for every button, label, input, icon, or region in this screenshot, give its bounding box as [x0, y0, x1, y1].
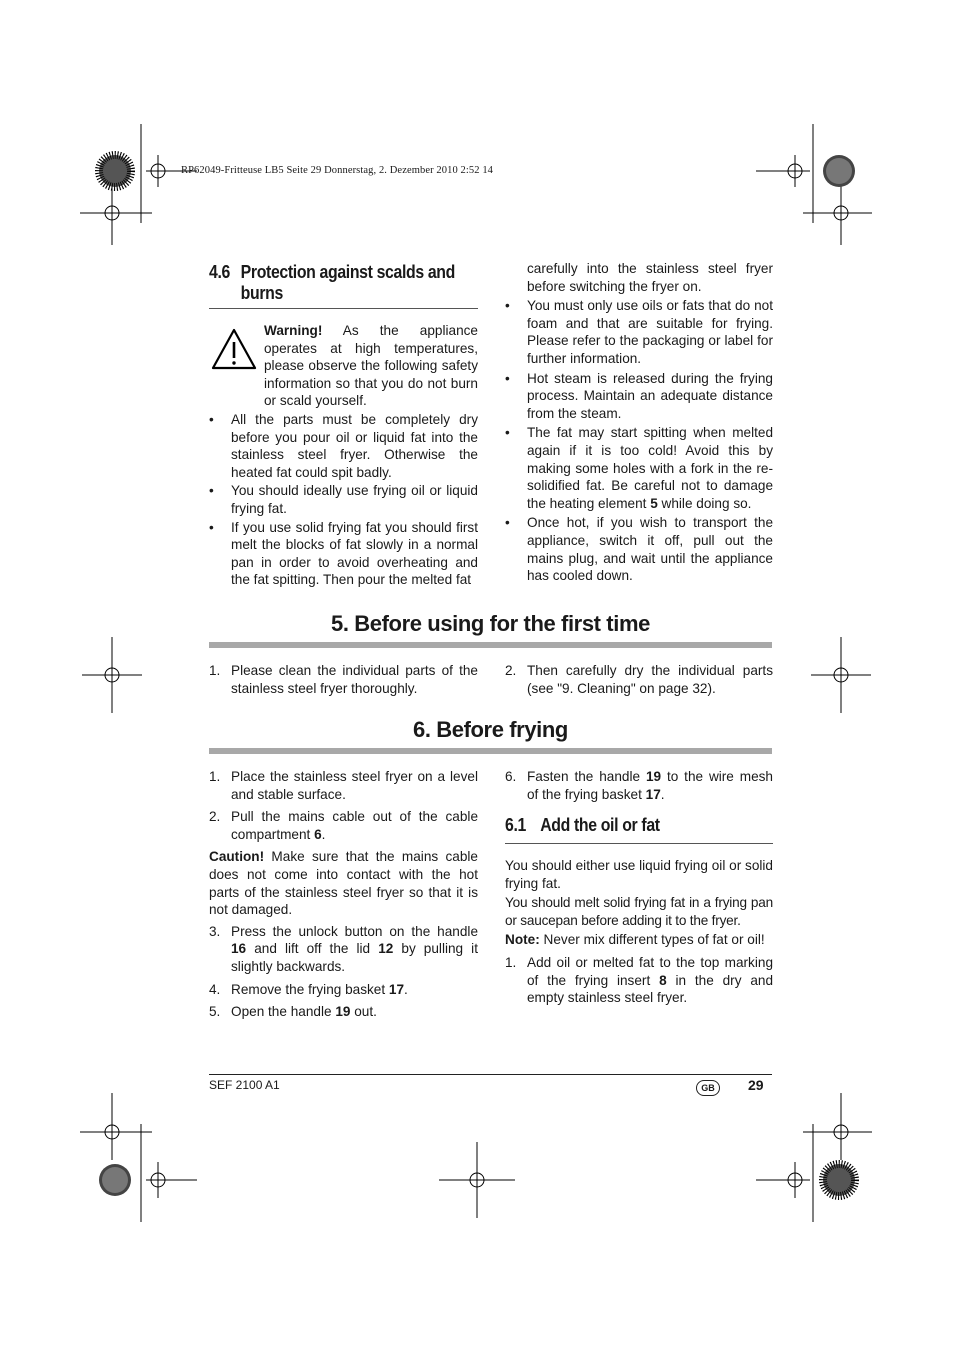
warning-triangle-icon — [211, 328, 257, 370]
section-6-right — [505, 768, 773, 803]
warning-text: As the appliance operates at high temperatures, please observe the following safety information so that you do not burn or scald yourself. — [264, 323, 478, 409]
section-6-1-rule — [505, 843, 773, 844]
section-5-title: 5. Before using for the first time — [331, 611, 650, 636]
section-4-6-left-column — [209, 262, 478, 304]
paragraph: You should melt solid frying fat in a frying pan or saucepan before adding it to the fryer. — [505, 895, 773, 928]
warning-block — [264, 322, 478, 410]
paragraph: You should either use liquid frying oil or solid frying fat. — [505, 858, 773, 891]
list-item: 1. Please clean the individual parts of the stainless steel fryer thoroughly. — [209, 663, 478, 696]
left-bullets — [209, 411, 478, 589]
list-item: 4. Remove the frying basket 17. — [209, 981, 408, 997]
heading-number: 4.6 — [209, 262, 230, 282]
section-6-1-heading: 6.1 Add the oil or fat — [505, 815, 660, 835]
list-item: • You must only use oils or fats that do not foam and that are suitable for frying. Please refer to the packaging or label for further information. — [505, 297, 773, 367]
caution-label: Caution! — [209, 849, 265, 865]
bullet-continuation: carefully into the stainless steel fryer before switching the fryer on. — [527, 261, 773, 294]
list-item: • Hot steam is released during the frying process. Maintain an adequate distance from the steam. — [505, 370, 773, 423]
section-5-bar — [209, 642, 772, 648]
list-item: 6. Fasten the handle 19 to the wire mesh of the frying basket 17. — [505, 769, 773, 802]
caution-paragraph: Caution! Make sure that the mains cable does not come into contact with the hot parts of the stainless steel fryer so that it is not damaged. — [209, 849, 478, 918]
list-item: 5. Open the handle 19 out. — [209, 1004, 377, 1020]
list-item: • All the parts must be completely dry before you pour oil or liquid fat into the stainless steel fryer. Otherwise the heated fat could spit badly. — [209, 411, 478, 481]
list-item: • You should ideally use frying oil or liquid frying fat. — [209, 482, 478, 517]
section-6-left — [209, 768, 478, 1021]
heading-line1: Protection against scalds and — [240, 262, 455, 282]
section-4-6-rule — [209, 308, 478, 309]
list-item: 3. Press the unlock button on the handle 16 and lift off the lid 12 by pulling it slightly backwards. — [209, 923, 478, 974]
note-label: Note: — [505, 932, 540, 948]
section-6-title: 6. Before frying — [413, 717, 568, 742]
list-item: • Once hot, if you wish to transport the appliance, switch it off, pull out the mains plug, and wait until the appliance has cooled down. — [505, 514, 773, 584]
section-6-1-body — [505, 857, 773, 1007]
page-number: 29 — [748, 1077, 764, 1093]
note-paragraph: Note: Never mix different types of fat or oil! — [505, 932, 765, 948]
list-item: 1. Place the stainless steel fryer on a level and stable surface. — [209, 769, 478, 802]
list-item: • If you use solid frying fat you should first melt the blocks of fat slowly in a normal pan in order to avoid overheating and the fat spitting. Then pour the melted fat — [209, 519, 478, 589]
heading-line2: burns — [240, 283, 283, 303]
section-5-left — [209, 662, 478, 697]
list-item: • The fat may start spitting when melted again if it is too cold! Avoid this by making some holes with a fork in the re-solidified fat. Be careful not to damage the heating element 5 while doing so. — [505, 424, 773, 512]
section-5-right — [505, 662, 773, 697]
language-badge: GB — [696, 1080, 720, 1096]
right-bullets — [505, 260, 773, 585]
list-item: 2. Then carefully dry the individual parts (see "9. Cleaning" on page 32). — [505, 663, 773, 696]
list-item: 1. Add oil or melted fat to the top marking of the frying insert 8 in the dry and empty stainless steel fryer. — [505, 954, 774, 1006]
print-slug: RP62049-Fritteuse LB5 Seite 29 Donnerstag, 2. Dezember 2010 2:52 14 — [181, 165, 494, 176]
footer-model: SEF 2100 A1 — [209, 1078, 280, 1092]
footer-rule — [209, 1074, 772, 1075]
list-item: 2. Pull the mains cable out of the cable compartment 6. — [209, 809, 478, 842]
warning-label: Warning! — [264, 323, 323, 338]
section-4-6-heading — [209, 262, 473, 304]
section-6-bar — [209, 748, 772, 754]
